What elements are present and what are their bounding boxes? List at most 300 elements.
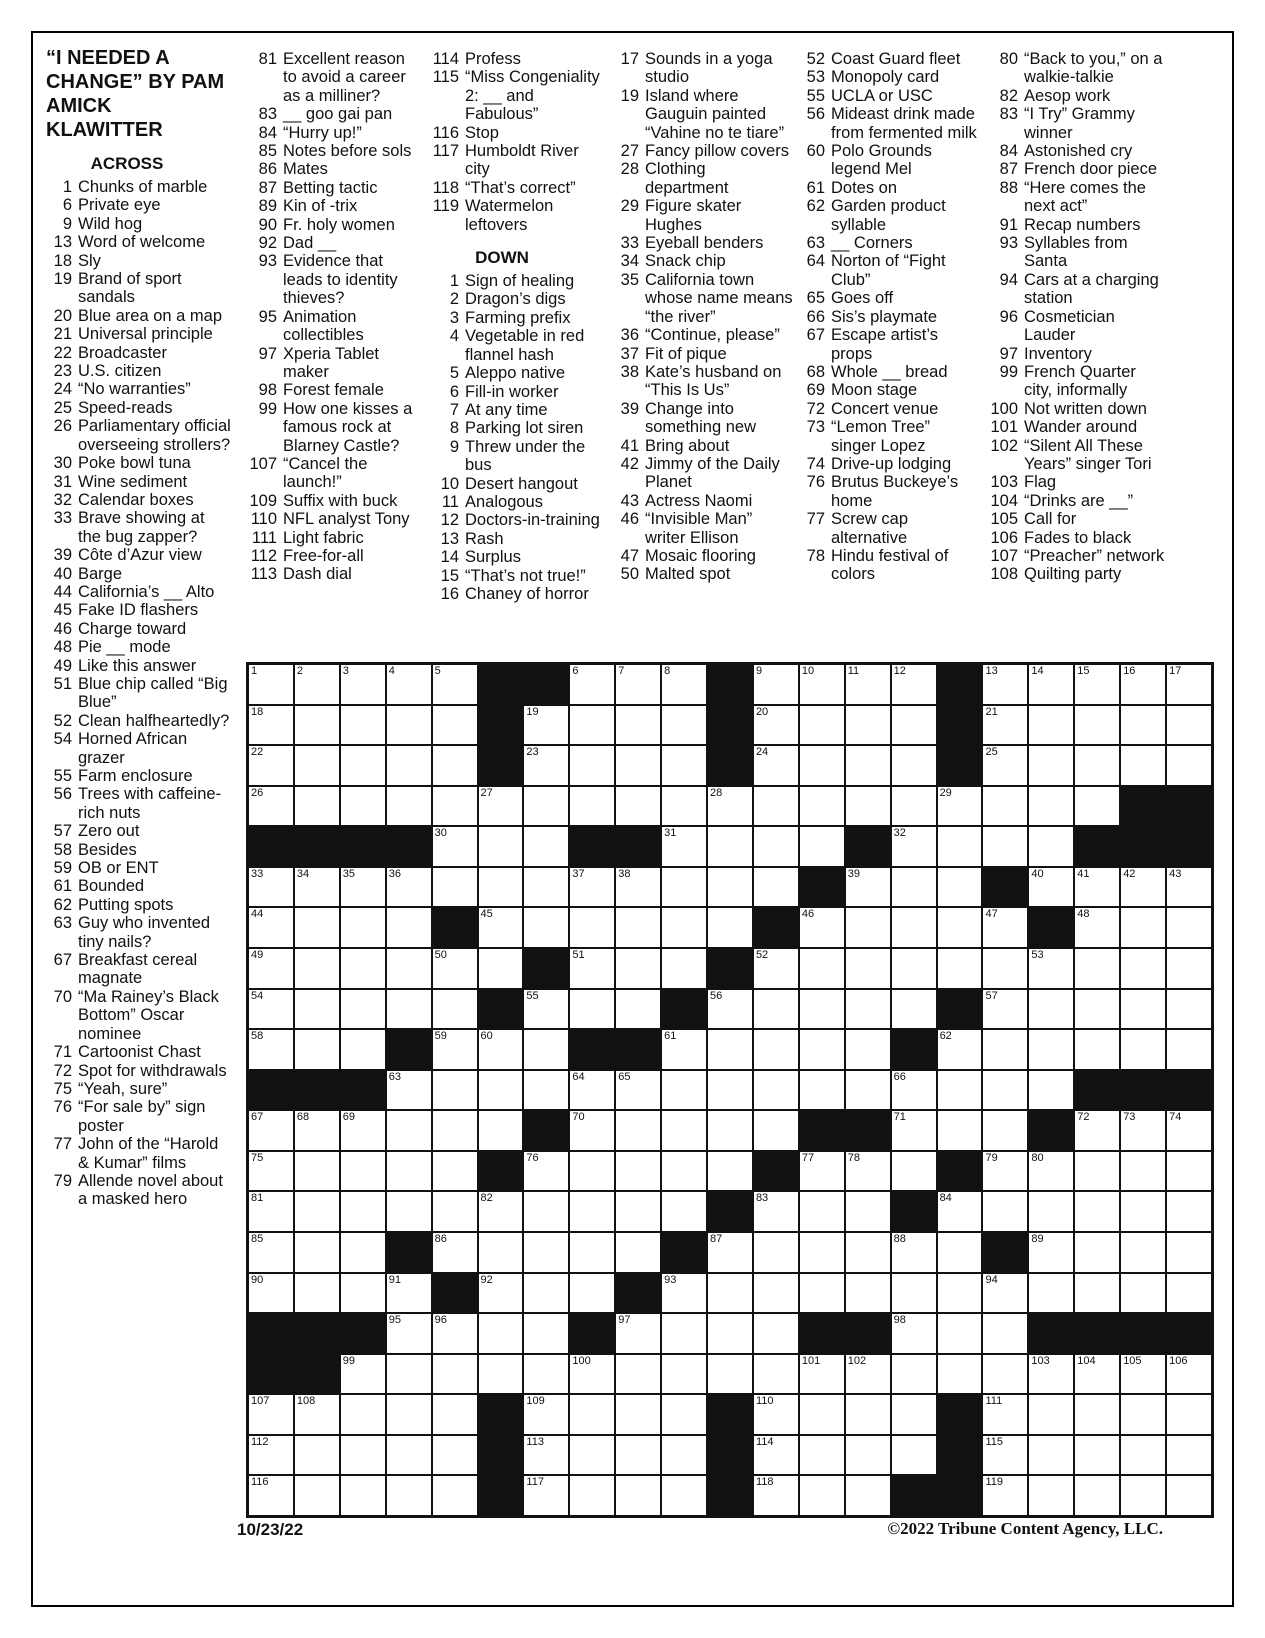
grid-cell[interactable] xyxy=(616,787,660,826)
grid-cell[interactable] xyxy=(387,1314,431,1353)
grid-cell[interactable] xyxy=(754,1071,798,1110)
grid-cell[interactable] xyxy=(662,787,706,826)
grid-cell[interactable] xyxy=(800,665,844,704)
grid-cell[interactable] xyxy=(387,990,431,1029)
grid-cell[interactable] xyxy=(846,1355,890,1394)
grid-cell[interactable] xyxy=(1075,1111,1119,1150)
grid-cell[interactable] xyxy=(433,787,477,826)
grid-cell[interactable] xyxy=(1167,1476,1211,1515)
grid-cell[interactable] xyxy=(387,665,431,704)
grid-cell[interactable] xyxy=(479,949,523,988)
grid-cell[interactable] xyxy=(800,1355,844,1394)
grid-cell[interactable] xyxy=(249,990,293,1029)
grid-cell[interactable] xyxy=(341,1274,385,1313)
grid-cell[interactable] xyxy=(341,787,385,826)
grid-cell[interactable] xyxy=(479,1274,523,1313)
grid-cell[interactable] xyxy=(800,949,844,988)
grid-cell[interactable] xyxy=(800,1476,844,1515)
grid-cell[interactable] xyxy=(616,990,660,1029)
grid-cell[interactable] xyxy=(433,665,477,704)
grid-cell[interactable] xyxy=(479,1355,523,1394)
grid-cell[interactable] xyxy=(479,1071,523,1110)
grid-cell[interactable] xyxy=(387,746,431,785)
grid-cell[interactable] xyxy=(892,1355,936,1394)
grid-cell[interactable] xyxy=(754,746,798,785)
grid-cell[interactable] xyxy=(1029,949,1073,988)
grid-cell[interactable] xyxy=(616,1395,660,1434)
grid-cell[interactable] xyxy=(433,1476,477,1515)
grid-cell[interactable] xyxy=(662,1192,706,1231)
grid-cell[interactable] xyxy=(662,1436,706,1475)
grid-cell[interactable] xyxy=(433,1071,477,1110)
grid-cell[interactable] xyxy=(1167,1111,1211,1150)
grid-cell[interactable] xyxy=(570,1071,614,1110)
grid-cell[interactable] xyxy=(1167,990,1211,1029)
grid-cell[interactable] xyxy=(1075,746,1119,785)
grid-cell[interactable] xyxy=(479,1030,523,1069)
grid-cell[interactable] xyxy=(570,706,614,745)
grid-cell[interactable] xyxy=(754,665,798,704)
grid-cell[interactable] xyxy=(1075,908,1119,947)
grid-cell[interactable] xyxy=(1167,746,1211,785)
grid-cell[interactable] xyxy=(1029,706,1073,745)
grid-cell[interactable] xyxy=(1121,1111,1165,1150)
grid-cell[interactable] xyxy=(754,706,798,745)
grid-cell[interactable] xyxy=(387,1436,431,1475)
grid-cell[interactable] xyxy=(249,908,293,947)
grid-cell[interactable] xyxy=(524,908,568,947)
grid-cell[interactable] xyxy=(295,868,339,907)
grid-cell[interactable] xyxy=(1167,1233,1211,1272)
grid-cell[interactable] xyxy=(846,1476,890,1515)
grid-cell[interactable] xyxy=(524,1476,568,1515)
grid-cell[interactable] xyxy=(616,1111,660,1150)
grid-cell[interactable] xyxy=(1121,706,1165,745)
grid-cell[interactable] xyxy=(1167,908,1211,947)
grid-cell[interactable] xyxy=(433,1111,477,1150)
grid-cell[interactable] xyxy=(1121,1395,1165,1434)
grid-cell[interactable] xyxy=(570,949,614,988)
grid-cell[interactable] xyxy=(524,1192,568,1231)
grid-cell[interactable] xyxy=(800,746,844,785)
grid-cell[interactable] xyxy=(892,868,936,907)
grid-cell[interactable] xyxy=(524,787,568,826)
grid-cell[interactable] xyxy=(983,1355,1027,1394)
grid-cell[interactable] xyxy=(1029,990,1073,1029)
grid-cell[interactable] xyxy=(524,1314,568,1353)
grid-cell[interactable] xyxy=(1121,949,1165,988)
grid-cell[interactable] xyxy=(892,827,936,866)
grid-cell[interactable] xyxy=(846,1274,890,1313)
grid-cell[interactable] xyxy=(1029,1274,1073,1313)
grid-cell[interactable] xyxy=(295,1030,339,1069)
grid-cell[interactable] xyxy=(524,990,568,1029)
grid-cell[interactable] xyxy=(983,787,1027,826)
grid-cell[interactable] xyxy=(1121,1274,1165,1313)
grid-cell[interactable] xyxy=(754,1476,798,1515)
grid-cell[interactable] xyxy=(800,787,844,826)
grid-cell[interactable] xyxy=(433,1233,477,1272)
grid-cell[interactable] xyxy=(479,787,523,826)
grid-cell[interactable] xyxy=(1075,1436,1119,1475)
grid-cell[interactable] xyxy=(754,1192,798,1231)
grid-cell[interactable] xyxy=(570,1111,614,1150)
grid-cell[interactable] xyxy=(479,868,523,907)
grid-cell[interactable] xyxy=(708,1233,752,1272)
grid-cell[interactable] xyxy=(892,908,936,947)
grid-cell[interactable] xyxy=(524,706,568,745)
grid-cell[interactable] xyxy=(754,1395,798,1434)
grid-cell[interactable] xyxy=(662,746,706,785)
grid-cell[interactable] xyxy=(341,1395,385,1434)
grid-cell[interactable] xyxy=(1121,868,1165,907)
grid-cell[interactable] xyxy=(938,1111,982,1150)
grid-cell[interactable] xyxy=(754,949,798,988)
grid-cell[interactable] xyxy=(846,1071,890,1110)
grid-cell[interactable] xyxy=(754,1233,798,1272)
grid-cell[interactable] xyxy=(1029,1395,1073,1434)
grid-cell[interactable] xyxy=(662,1355,706,1394)
grid-cell[interactable] xyxy=(1029,1152,1073,1191)
grid-cell[interactable] xyxy=(892,1152,936,1191)
grid-cell[interactable] xyxy=(341,1476,385,1515)
grid-cell[interactable] xyxy=(249,706,293,745)
grid-cell[interactable] xyxy=(754,868,798,907)
grid-cell[interactable] xyxy=(938,1030,982,1069)
grid-cell[interactable] xyxy=(662,949,706,988)
grid-cell[interactable] xyxy=(433,1436,477,1475)
grid-cell[interactable] xyxy=(1075,990,1119,1029)
grid-cell[interactable] xyxy=(524,1233,568,1272)
grid-cell[interactable] xyxy=(1029,1436,1073,1475)
grid-cell[interactable] xyxy=(570,746,614,785)
grid-cell[interactable] xyxy=(1121,1476,1165,1515)
grid-cell[interactable] xyxy=(295,787,339,826)
grid-cell[interactable] xyxy=(249,746,293,785)
grid-cell[interactable] xyxy=(938,1192,982,1231)
grid-cell[interactable] xyxy=(662,706,706,745)
grid-cell[interactable] xyxy=(295,990,339,1029)
grid-cell[interactable] xyxy=(433,1314,477,1353)
grid-cell[interactable] xyxy=(754,1314,798,1353)
grid-cell[interactable] xyxy=(249,1233,293,1272)
grid-cell[interactable] xyxy=(800,1436,844,1475)
grid-cell[interactable] xyxy=(387,1476,431,1515)
grid-cell[interactable] xyxy=(341,1030,385,1069)
grid-cell[interactable] xyxy=(295,949,339,988)
grid-cell[interactable] xyxy=(892,1233,936,1272)
grid-cell[interactable] xyxy=(800,1274,844,1313)
grid-cell[interactable] xyxy=(983,1152,1027,1191)
grid-cell[interactable] xyxy=(662,1476,706,1515)
grid-cell[interactable] xyxy=(846,665,890,704)
grid-cell[interactable] xyxy=(616,1233,660,1272)
grid-cell[interactable] xyxy=(938,787,982,826)
grid-cell[interactable] xyxy=(570,1192,614,1231)
grid-cell[interactable] xyxy=(387,1274,431,1313)
grid-cell[interactable] xyxy=(800,706,844,745)
grid-cell[interactable] xyxy=(433,1030,477,1069)
grid-cell[interactable] xyxy=(616,706,660,745)
grid-cell[interactable] xyxy=(616,1436,660,1475)
grid-cell[interactable] xyxy=(800,1071,844,1110)
grid-cell[interactable] xyxy=(570,1274,614,1313)
grid-cell[interactable] xyxy=(249,1395,293,1434)
grid-cell[interactable] xyxy=(662,1152,706,1191)
grid-cell[interactable] xyxy=(341,1192,385,1231)
grid-cell[interactable] xyxy=(341,746,385,785)
grid-cell[interactable] xyxy=(1029,1233,1073,1272)
grid-cell[interactable] xyxy=(570,868,614,907)
grid-cell[interactable] xyxy=(983,1395,1027,1434)
grid-cell[interactable] xyxy=(938,827,982,866)
grid-cell[interactable] xyxy=(1167,1030,1211,1069)
grid-cell[interactable] xyxy=(846,1152,890,1191)
grid-cell[interactable] xyxy=(616,1152,660,1191)
grid-cell[interactable] xyxy=(387,1192,431,1231)
grid-cell[interactable] xyxy=(1121,990,1165,1029)
grid-cell[interactable] xyxy=(295,665,339,704)
grid-cell[interactable] xyxy=(570,990,614,1029)
grid-cell[interactable] xyxy=(892,1111,936,1150)
grid-cell[interactable] xyxy=(1075,1152,1119,1191)
grid-cell[interactable] xyxy=(846,949,890,988)
grid-cell[interactable] xyxy=(524,827,568,866)
grid-cell[interactable] xyxy=(846,868,890,907)
grid-cell[interactable] xyxy=(387,908,431,947)
grid-cell[interactable] xyxy=(800,1192,844,1231)
grid-cell[interactable] xyxy=(892,949,936,988)
grid-cell[interactable] xyxy=(662,1030,706,1069)
grid-cell[interactable] xyxy=(249,1030,293,1069)
grid-cell[interactable] xyxy=(892,1395,936,1434)
grid-cell[interactable] xyxy=(295,706,339,745)
grid-cell[interactable] xyxy=(616,868,660,907)
grid-cell[interactable] xyxy=(433,990,477,1029)
grid-cell[interactable] xyxy=(1167,868,1211,907)
grid-cell[interactable] xyxy=(708,908,752,947)
grid-cell[interactable] xyxy=(1075,949,1119,988)
grid-cell[interactable] xyxy=(1075,1192,1119,1231)
grid-cell[interactable] xyxy=(616,1314,660,1353)
grid-cell[interactable] xyxy=(754,1111,798,1150)
grid-cell[interactable] xyxy=(295,1192,339,1231)
grid-cell[interactable] xyxy=(1167,1436,1211,1475)
grid-cell[interactable] xyxy=(662,868,706,907)
grid-cell[interactable] xyxy=(708,990,752,1029)
grid-cell[interactable] xyxy=(524,1030,568,1069)
grid-cell[interactable] xyxy=(662,1314,706,1353)
grid-cell[interactable] xyxy=(341,1355,385,1394)
grid-cell[interactable] xyxy=(708,1274,752,1313)
grid-cell[interactable] xyxy=(938,908,982,947)
grid-cell[interactable] xyxy=(1075,1476,1119,1515)
grid-cell[interactable] xyxy=(800,1030,844,1069)
grid-cell[interactable] xyxy=(433,1152,477,1191)
grid-cell[interactable] xyxy=(662,1071,706,1110)
grid-cell[interactable] xyxy=(800,1395,844,1434)
grid-cell[interactable] xyxy=(1029,1192,1073,1231)
grid-cell[interactable] xyxy=(433,1395,477,1434)
grid-cell[interactable] xyxy=(1029,868,1073,907)
grid-cell[interactable] xyxy=(341,1152,385,1191)
grid-cell[interactable] xyxy=(1029,746,1073,785)
grid-cell[interactable] xyxy=(983,990,1027,1029)
grid-cell[interactable] xyxy=(983,1314,1027,1353)
grid-cell[interactable] xyxy=(1167,1395,1211,1434)
grid-cell[interactable] xyxy=(708,868,752,907)
grid-cell[interactable] xyxy=(479,1314,523,1353)
grid-cell[interactable] xyxy=(1167,1192,1211,1231)
grid-cell[interactable] xyxy=(249,1436,293,1475)
grid-cell[interactable] xyxy=(249,949,293,988)
grid-cell[interactable] xyxy=(1121,1355,1165,1394)
grid-cell[interactable] xyxy=(479,908,523,947)
grid-cell[interactable] xyxy=(983,1274,1027,1313)
grid-cell[interactable] xyxy=(846,1233,890,1272)
grid-cell[interactable] xyxy=(938,1314,982,1353)
grid-cell[interactable] xyxy=(387,1152,431,1191)
grid-cell[interactable] xyxy=(295,1395,339,1434)
grid-cell[interactable] xyxy=(616,1355,660,1394)
grid-cell[interactable] xyxy=(249,868,293,907)
grid-cell[interactable] xyxy=(433,1192,477,1231)
grid-cell[interactable] xyxy=(846,706,890,745)
grid-cell[interactable] xyxy=(662,665,706,704)
grid-cell[interactable] xyxy=(800,908,844,947)
grid-cell[interactable] xyxy=(983,1030,1027,1069)
grid-cell[interactable] xyxy=(1029,787,1073,826)
grid-cell[interactable] xyxy=(616,665,660,704)
grid-cell[interactable] xyxy=(1075,665,1119,704)
grid-cell[interactable] xyxy=(708,1071,752,1110)
grid-cell[interactable] xyxy=(295,1111,339,1150)
grid-cell[interactable] xyxy=(892,746,936,785)
grid-cell[interactable] xyxy=(708,1314,752,1353)
grid-cell[interactable] xyxy=(1167,665,1211,704)
grid-cell[interactable] xyxy=(892,665,936,704)
grid-cell[interactable] xyxy=(570,1436,614,1475)
grid-cell[interactable] xyxy=(341,949,385,988)
grid-cell[interactable] xyxy=(1075,1233,1119,1272)
grid-cell[interactable] xyxy=(616,746,660,785)
grid-cell[interactable] xyxy=(295,1233,339,1272)
grid-cell[interactable] xyxy=(341,1233,385,1272)
grid-cell[interactable] xyxy=(387,787,431,826)
grid-cell[interactable] xyxy=(1121,746,1165,785)
grid-cell[interactable] xyxy=(616,1071,660,1110)
grid-cell[interactable] xyxy=(387,868,431,907)
grid-cell[interactable] xyxy=(983,908,1027,947)
grid-cell[interactable] xyxy=(983,827,1027,866)
grid-cell[interactable] xyxy=(983,665,1027,704)
grid-cell[interactable] xyxy=(754,827,798,866)
grid-cell[interactable] xyxy=(295,1274,339,1313)
grid-cell[interactable] xyxy=(1121,1192,1165,1231)
grid-cell[interactable] xyxy=(938,949,982,988)
grid-cell[interactable] xyxy=(938,1355,982,1394)
grid-cell[interactable] xyxy=(754,1355,798,1394)
grid-cell[interactable] xyxy=(479,1111,523,1150)
grid-cell[interactable] xyxy=(433,827,477,866)
grid-cell[interactable] xyxy=(616,949,660,988)
grid-cell[interactable] xyxy=(800,827,844,866)
grid-cell[interactable] xyxy=(524,1274,568,1313)
grid-cell[interactable] xyxy=(570,787,614,826)
grid-cell[interactable] xyxy=(387,949,431,988)
grid-cell[interactable] xyxy=(708,787,752,826)
grid-cell[interactable] xyxy=(387,1395,431,1434)
grid-cell[interactable] xyxy=(1075,1030,1119,1069)
grid-cell[interactable] xyxy=(295,1436,339,1475)
grid-cell[interactable] xyxy=(662,1274,706,1313)
grid-cell[interactable] xyxy=(570,908,614,947)
grid-cell[interactable] xyxy=(708,1111,752,1150)
grid-cell[interactable] xyxy=(433,1355,477,1394)
grid-cell[interactable] xyxy=(1121,908,1165,947)
grid-cell[interactable] xyxy=(1075,1355,1119,1394)
grid-cell[interactable] xyxy=(1075,1274,1119,1313)
grid-cell[interactable] xyxy=(662,908,706,947)
grid-cell[interactable] xyxy=(524,1395,568,1434)
grid-cell[interactable] xyxy=(1029,1355,1073,1394)
grid-cell[interactable] xyxy=(938,1071,982,1110)
grid-cell[interactable] xyxy=(846,908,890,947)
grid-cell[interactable] xyxy=(295,1152,339,1191)
grid-cell[interactable] xyxy=(1121,1152,1165,1191)
grid-cell[interactable] xyxy=(616,908,660,947)
grid-cell[interactable] xyxy=(524,868,568,907)
grid-cell[interactable] xyxy=(754,990,798,1029)
grid-cell[interactable] xyxy=(938,868,982,907)
grid-cell[interactable] xyxy=(983,746,1027,785)
grid-cell[interactable] xyxy=(341,1436,385,1475)
grid-cell[interactable] xyxy=(249,1111,293,1150)
grid-cell[interactable] xyxy=(983,706,1027,745)
grid-cell[interactable] xyxy=(249,1152,293,1191)
grid-cell[interactable] xyxy=(1121,1030,1165,1069)
grid-cell[interactable] xyxy=(524,1436,568,1475)
grid-cell[interactable] xyxy=(1029,1476,1073,1515)
grid-cell[interactable] xyxy=(1121,665,1165,704)
grid-cell[interactable] xyxy=(754,787,798,826)
grid-cell[interactable] xyxy=(479,827,523,866)
grid-cell[interactable] xyxy=(616,1476,660,1515)
grid-cell[interactable] xyxy=(754,1436,798,1475)
grid-cell[interactable] xyxy=(983,949,1027,988)
grid-cell[interactable] xyxy=(1029,1030,1073,1069)
grid-cell[interactable] xyxy=(892,706,936,745)
grid-cell[interactable] xyxy=(846,1436,890,1475)
grid-cell[interactable] xyxy=(341,1111,385,1150)
grid-cell[interactable] xyxy=(1167,706,1211,745)
grid-cell[interactable] xyxy=(433,949,477,988)
grid-cell[interactable] xyxy=(341,665,385,704)
grid-cell[interactable] xyxy=(295,908,339,947)
grid-cell[interactable] xyxy=(1121,1436,1165,1475)
grid-cell[interactable] xyxy=(800,990,844,1029)
grid-cell[interactable] xyxy=(570,1355,614,1394)
grid-cell[interactable] xyxy=(1029,1071,1073,1110)
grid-cell[interactable] xyxy=(1075,868,1119,907)
grid-cell[interactable] xyxy=(754,1030,798,1069)
grid-cell[interactable] xyxy=(662,1111,706,1150)
grid-cell[interactable] xyxy=(387,706,431,745)
grid-cell[interactable] xyxy=(249,1192,293,1231)
grid-cell[interactable] xyxy=(983,1476,1027,1515)
grid-cell[interactable] xyxy=(341,990,385,1029)
grid-cell[interactable] xyxy=(938,1233,982,1272)
